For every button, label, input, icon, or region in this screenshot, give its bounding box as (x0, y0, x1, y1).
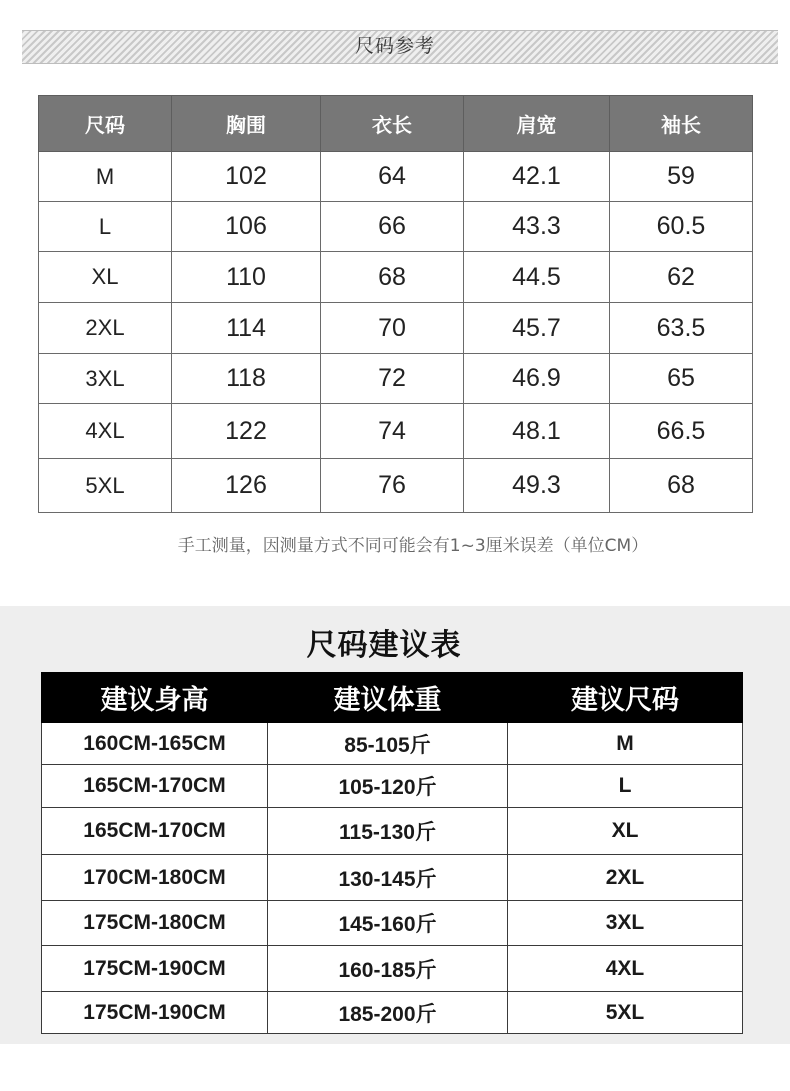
cell-weight: 115-130斤 (268, 808, 508, 855)
cell-length: 72 (321, 354, 464, 404)
cell-weight: 160-185斤 (268, 946, 508, 992)
cell-sleeve: 62 (610, 252, 753, 303)
header-height: 建议身高 (42, 673, 268, 723)
cell-length: 76 (321, 459, 464, 513)
cell-length: 70 (321, 303, 464, 354)
cell-weight: 145-160斤 (268, 901, 508, 946)
recommendation-table (41, 672, 743, 1034)
size-table-header-row (39, 96, 753, 152)
table-row (39, 202, 753, 252)
cell-shoulder: 49.3 (464, 459, 610, 513)
cell-chest: 126 (172, 459, 321, 513)
cell-chest: 110 (172, 252, 321, 303)
cell-length: 64 (321, 152, 464, 202)
cell-length: 74 (321, 404, 464, 459)
cell-sleeve: 59 (610, 152, 753, 202)
cell-size: L (39, 202, 172, 252)
cell-chest: 118 (172, 354, 321, 404)
cell-sleeve: 66.5 (610, 404, 753, 459)
cell-sleeve: 68 (610, 459, 753, 513)
header-sleeve: 袖长 (610, 96, 753, 152)
header-weight: 建议体重 (268, 673, 508, 723)
header-shoulder: 肩宽 (464, 96, 610, 152)
cell-shoulder: 43.3 (464, 202, 610, 252)
header-chest: 胸围 (172, 96, 321, 152)
cell-sleeve: 60.5 (610, 202, 753, 252)
header-recommended-size: 建议尺码 (508, 673, 743, 723)
cell-size: L (508, 765, 743, 808)
cell-size: XL (39, 252, 172, 303)
cell-shoulder: 48.1 (464, 404, 610, 459)
cell-size: M (39, 152, 172, 202)
table-row (42, 723, 743, 765)
cell-chest: 102 (172, 152, 321, 202)
cell-size: 5XL (508, 992, 743, 1034)
table-row (42, 901, 743, 946)
cell-length: 68 (321, 252, 464, 303)
rec-table-header-row (42, 673, 743, 723)
cell-size: M (508, 723, 743, 765)
table-row (39, 252, 753, 303)
cell-size: 2XL (39, 303, 172, 354)
cell-weight: 85-105斤 (268, 723, 508, 765)
table-row (42, 855, 743, 901)
header-length: 衣长 (321, 96, 464, 152)
cell-shoulder: 44.5 (464, 252, 610, 303)
cell-sleeve: 63.5 (610, 303, 753, 354)
banner-title: 尺码参考 (354, 35, 435, 57)
cell-height: 165CM-170CM (42, 808, 268, 855)
recommendation-title: 尺码建议表 (306, 628, 462, 663)
cell-height: 170CM-180CM (42, 855, 268, 901)
cell-weight: 105-120斤 (268, 765, 508, 808)
cell-sleeve: 65 (610, 354, 753, 404)
cell-weight: 185-200斤 (268, 992, 508, 1034)
table-row (42, 946, 743, 992)
cell-chest: 106 (172, 202, 321, 252)
cell-length: 66 (321, 202, 464, 252)
table-row (42, 992, 743, 1034)
cell-height: 165CM-170CM (42, 765, 268, 808)
cell-size: 4XL (39, 404, 172, 459)
cell-shoulder: 46.9 (464, 354, 610, 404)
cell-height: 175CM-190CM (42, 946, 268, 992)
cell-size: 3XL (39, 354, 172, 404)
cell-shoulder: 45.7 (464, 303, 610, 354)
cell-size: XL (508, 808, 743, 855)
measurement-note: 手工测量，因测量方式不同可能会有1~3厘米误差（单位CM） (177, 536, 649, 556)
table-row (39, 459, 753, 513)
cell-shoulder: 42.1 (464, 152, 610, 202)
header-size: 尺码 (39, 96, 172, 152)
table-row (39, 354, 753, 404)
table-row (42, 765, 743, 808)
cell-weight: 130-145斤 (268, 855, 508, 901)
cell-height: 175CM-180CM (42, 901, 268, 946)
cell-height: 175CM-190CM (42, 992, 268, 1034)
page-footer-space (0, 1044, 790, 1091)
cell-size: 5XL (39, 459, 172, 513)
cell-size: 3XL (508, 901, 743, 946)
cell-height: 160CM-165CM (42, 723, 268, 765)
table-row (39, 404, 753, 459)
cell-chest: 114 (172, 303, 321, 354)
size-reference-table (38, 95, 753, 513)
table-row (39, 303, 753, 354)
cell-size: 4XL (508, 946, 743, 992)
table-row (39, 152, 753, 202)
cell-chest: 122 (172, 404, 321, 459)
cell-size: 2XL (508, 855, 743, 901)
table-row (42, 808, 743, 855)
